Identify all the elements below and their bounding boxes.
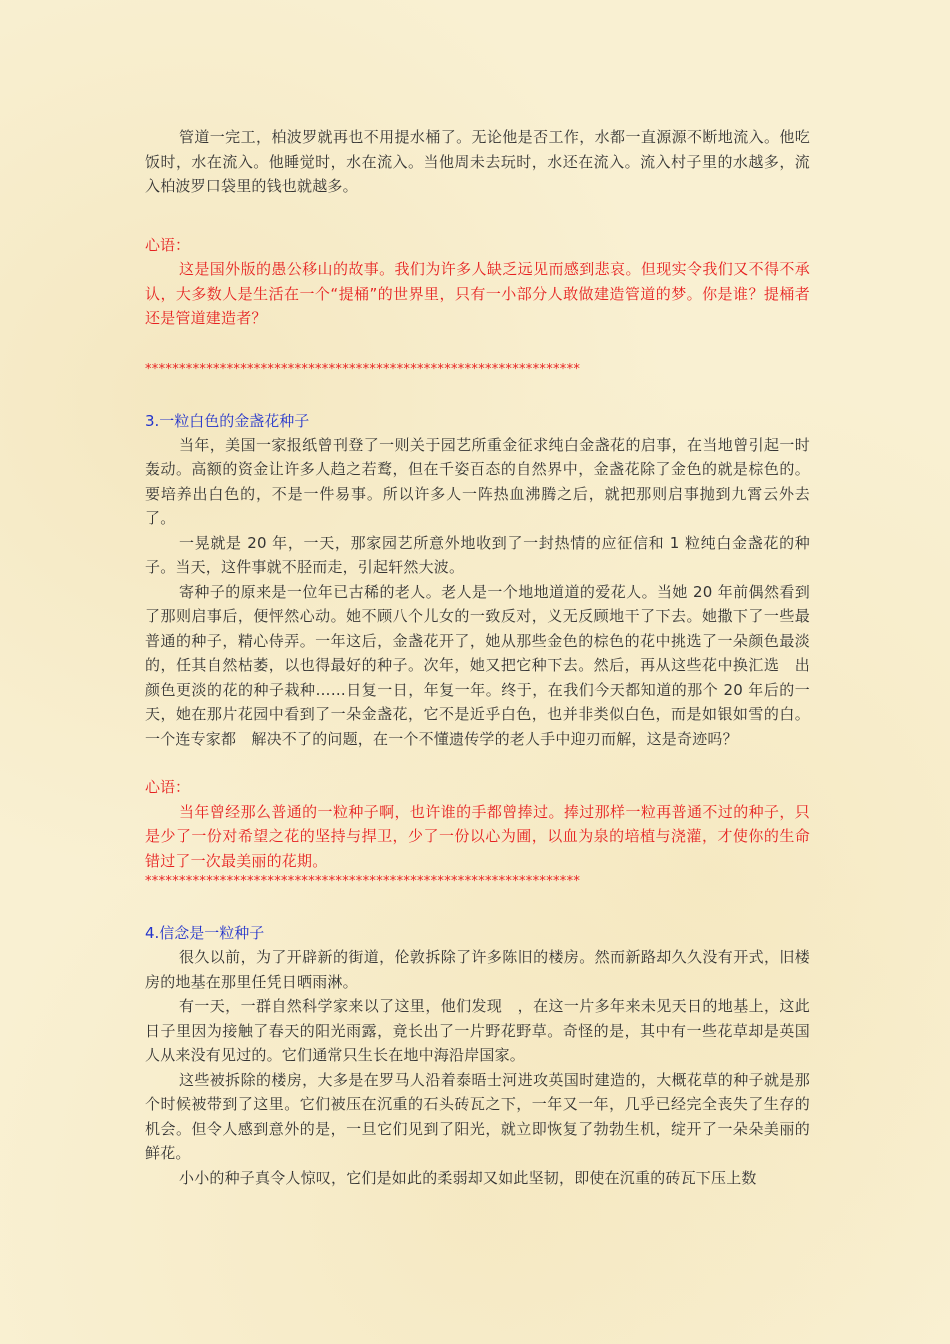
story-3-paragraph: 当年，美国一家报纸曾刊登了一则关于园艺所重金征求纯白金盏花的启事，在当地曾引起一时轰动。高额的资金让许多人趋之若鹜，但在千姿百态的自然界中，金盏花除了金色的就是棕色的。要培养出白色的，不是一件易事。所以许多人一阵热血沸腾之后，就把那则启事抛到九霄云外去了。 (145, 435, 810, 527)
reflection-label: 心语： (145, 778, 191, 796)
spacer (145, 751, 810, 775)
separator-line: **************************************************************** (145, 874, 581, 889)
document-body (145, 125, 810, 1190)
story-3-title: 3.一粒白色的金盏花种子 (145, 411, 310, 430)
spacer (145, 199, 810, 233)
spacer (145, 331, 810, 361)
story-4-paragraph: 这些被拆除的楼房，大多是在罗马人沿着泰晤士河进攻英国时建造的，大概花草的种子就是那个时候被带到了这里。它们被压在沉重的石头砖瓦之下，一年又一年，几乎已经完全丧失了生存的机会。但令人感到意外的是，一旦它们见到了阳光，就立即恢复了勃勃生机，绽开了一朵朵美丽的鲜花。 (145, 1070, 810, 1162)
story-4-paragraph: 小小的种子真令人惊叹，它们是如此的柔弱却又如此坚韧，即使在沉重的砖瓦下压上数 (179, 1168, 757, 1187)
story-3-paragraph: 一晃就是 20 年，一天，那家园艺所意外地收到了一封热情的应征信和 1 粒纯白金盏花的种子。当天，这件事就不胫而走，引起轩然大波。 (145, 533, 810, 576)
spacer (145, 891, 810, 921)
intro-paragraph: 管道一完工，柏波罗就再也不用提水桶了。无论他是否工作，水都一直源源不断地流入。他吃饭时，水在流入。他睡觉时，水在流入。当他周未去玩时，水还在流入。流入村子里的水越多，流入柏波罗口袋里的钱也就越多。 (145, 128, 810, 195)
reflection-text: 这是国外版的愚公移山的故事。我们为许多人缺乏远见而感到悲哀。但现实令我们又不得不承认，大多数人是生活在一个“提桶”的世界里，只有一小部分人敢做建造管道的梦。你是谁？提桶者还是管道建造者？ (145, 260, 810, 327)
reflection-label: 心语： (145, 235, 191, 254)
story-4-paragraph: 有一天，一群自然科学家来以了这里，他们发现 ，在这一片多年来未见天日的地基上，这此日子里因为接触了春天的阳光雨露，竟长出了一片野花野草。奇怪的是，其中有一些花草却是英国人从来没有见过的。它们通常只生长在地中海沿岸国家。 (145, 997, 810, 1064)
reflection-text: 当年曾经那么普通的一粒种子啊，也许谁的手都曾捧过。捧过那样一粒再普通不过的种子，只是少了一份对希望之花的坚持与捍卫，少了一份以心为圃，以血为泉的培植与浇灌，才使你的生命错过了一次最美丽的花期。 (145, 802, 810, 870)
spacer (145, 379, 810, 409)
story-3-paragraph: 寄种子的原来是一位年已古稀的老人。老人是一个地地道道的爱花人。当她 20 年前偶然看到了那则启事后，便怦然心动。她不顾八个儿女的一致反对，义无反顾地干了下去。她撒下了一些最普通的种子，精心侍弄。一年这后，金盏花开了，她从那些金色的棕色的花中挑选了一朵颜色最淡的，任其自然枯萎，以也得最好的种子。次年，她又把它种下去。然后，再从这些花中换汇选 出颜色更淡的花的种子栽种……日复一日，年复一年。终于，在我们今天都知道的那个 20 年后的一天，她在那片花园中看到了一朵金盏花，它不是近乎白色，也并非类似白色，而是如银如雪的白。一个连专家都 解决不了的问题，在一个不懂遗传学的老人手中迎刃而解，这是奇迹吗？ (145, 582, 810, 748)
story-4-paragraph: 很久以前，为了开辟新的街道，伦敦拆除了许多陈旧的楼房。然而新路却久久没有开式，旧楼房的地基在那里任凭日晒雨淋。 (145, 948, 810, 991)
story-4-title: 4.信念是一粒种子 (145, 924, 265, 942)
separator-line: **************************************************************** (145, 361, 581, 377)
